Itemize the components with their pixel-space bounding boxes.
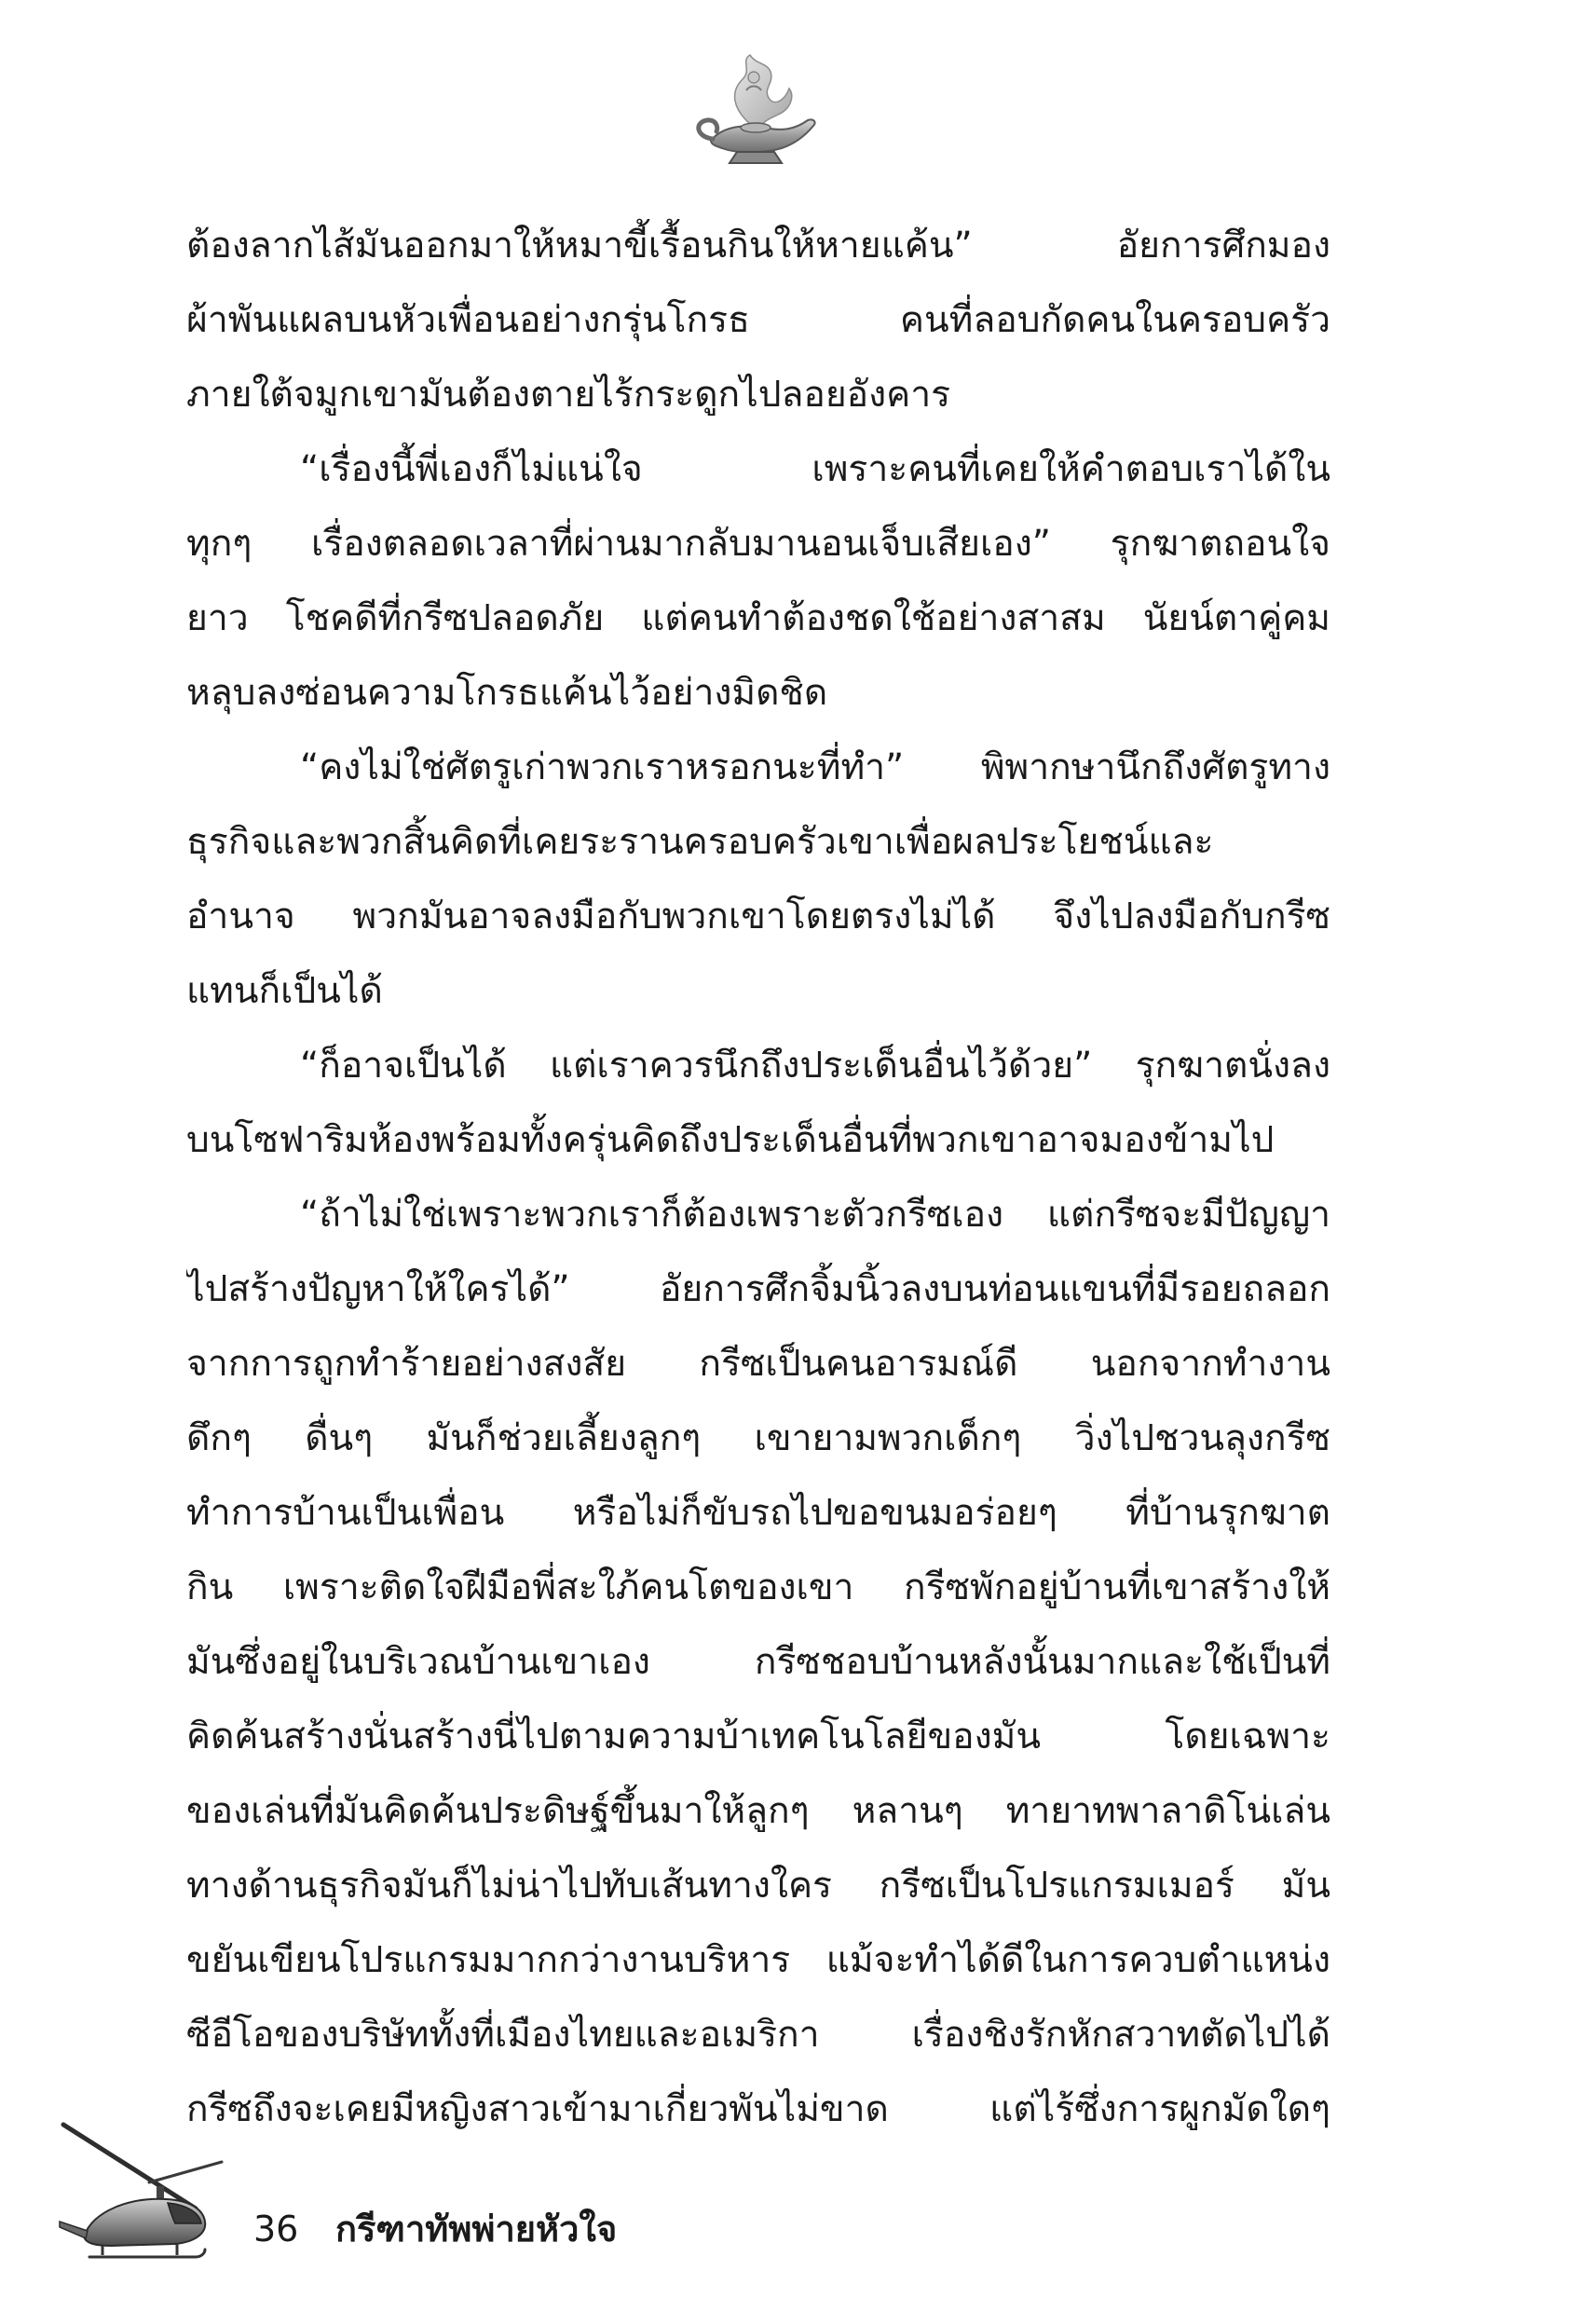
text-line: ภายใต้จมูกเขามันต้องตายไร้กระดูกไปลอยอังคาร [186, 374, 951, 416]
text-line: ทำการบ้านเป็นเพื่อน หรือไม่ก็ขับรถไปขอขนมอร่อยๆ ที่บ้านรุกฆาต [186, 1492, 1330, 1534]
text-line: จากการถูกทำร้ายอย่างสงสัย กรีซเป็นคนอารมณ์ดี นอกจากทำงาน [186, 1343, 1330, 1385]
text-line: ไปสร้างปัญหาให้ใครได้” อัยการศึกจิ้มนิ้วลงบนท่อนแขนที่มีรอยถลอก [186, 1268, 1330, 1310]
text-line: ของเล่นที่มันคิดค้นประดิษฐ์ขึ้นมาให้ลูกๆ หลานๆ ทายาทพาลาดิโน่เล่น [186, 1790, 1330, 1832]
page-number: 36 [253, 2208, 299, 2249]
page-footer [56, 2106, 894, 2274]
text-line: “ถ้าไม่ใช่เพราะพวกเราก็ต้องเพราะตัวกรีซเอง แต่กรีซจะมีปัญญา [300, 1194, 1330, 1236]
text-line: “คงไม่ใช่ศัตรูเก่าพวกเราหรอกนะที่ทำ” พิพากษานึกถึงศัตรูทาง [300, 746, 1330, 788]
text-line: หลุบลงซ่อนความโกรธแค้นไว้อย่างมิดชิด [186, 672, 828, 714]
book-title: กรีฑาทัพพ่ายหัวใจ [335, 2208, 618, 2249]
text-line: ทุกๆ เรื่องตลอดเวลาที่ผ่านมากลับมานอนเจ็บเสียเอง” รุกฆาตถอนใจ [186, 523, 1330, 565]
text-line: “เรื่องนี้พี่เองก็ไม่แน่ใจ เพราะคนที่เคยให้คำตอบเราได้ใน [300, 448, 1330, 490]
text-line: “ก็อาจเป็นได้ แต่เราควรนึกถึงประเด็นอื่นไว้ด้วย” รุกฆาตนั่งลง [300, 1045, 1330, 1087]
text-line: กรีซถึงจะเคยมีหญิงสาวเข้ามาเกี่ยวพันไม่ขาด แต่ไร้ซึ่งการผูกมัดใดๆ [186, 2088, 1330, 2130]
text-line: ซีอีโอของบริษัททั้งที่เมืองไทยและอเมริกา เรื่องชิงรักหักสวาทตัดไปได้ [186, 2014, 1330, 2056]
text-line: ธุรกิจและพวกสิ้นคิดที่เคยระรานครอบครัวเขาเพื่อผลประโยชน์และ [186, 821, 1214, 863]
text-line: ผ้าพันแผลบนหัวเพื่อนอย่างกรุ่นโกรธ คนที่ลอบกัดคนในครอบครัว [186, 299, 1330, 341]
text-line: มันซึ่งอยู่ในบริเวณบ้านเขาเอง กรีซชอบบ้านหลังนั้นมากและใช้เป็นที่ [186, 1641, 1330, 1683]
text-line: อำนาจ พวกมันอาจลงมือกับพวกเขาโดยตรงไม่ได้ จึงไปลงมือกับกรีซ [186, 896, 1330, 937]
genie-lamp-icon [685, 51, 834, 172]
text-line: แทนก็เป็นได้ [186, 970, 383, 1012]
helicopter-icon [56, 2106, 242, 2274]
text-line: คิดค้นสร้างนั่นสร้างนี่ไปตามความบ้าเทคโนโลยีของมัน โดยเฉพาะ [186, 1716, 1330, 1757]
body-text [186, 209, 1330, 2147]
text-line: ทางด้านธุรกิจมันก็ไม่น่าไปทับเส้นทางใคร กรีซเป็นโปรแกรมเมอร์ มัน [186, 1865, 1330, 1907]
text-line: บนโซฟาริมห้องพร้อมทั้งครุ่นคิดถึงประเด็นอื่นที่พวกเขาอาจมองข้ามไป [186, 1119, 1275, 1161]
text-line: ดึกๆ ดื่นๆ มันก็ช่วยเลี้ยงลูกๆ เขายามพวกเด็กๆ วิ่งไปชวนลุงกรีซ [186, 1417, 1330, 1459]
text-line: กิน เพราะติดใจฝีมือพี่สะใภ้คนโตของเขา กรีซพักอยู่บ้านที่เขาสร้างให้ [186, 1566, 1330, 1608]
text-line: ต้องลากไส้มันออกมาให้หมาขี้เรื้อนกินให้หายแค้น” อัยการศึกมอง [186, 225, 1330, 267]
text-line: ยาว โชคดีที่กรีซปลอดภัย แต่คนทำต้องชดใช้อย่างสาสม นัยน์ตาคู่คม [186, 597, 1330, 639]
text-line: ขยันเขียนโปรแกรมมากกว่างานบริหาร แม้จะทำได้ดีในการควบตำแหน่ง [186, 1939, 1330, 1981]
